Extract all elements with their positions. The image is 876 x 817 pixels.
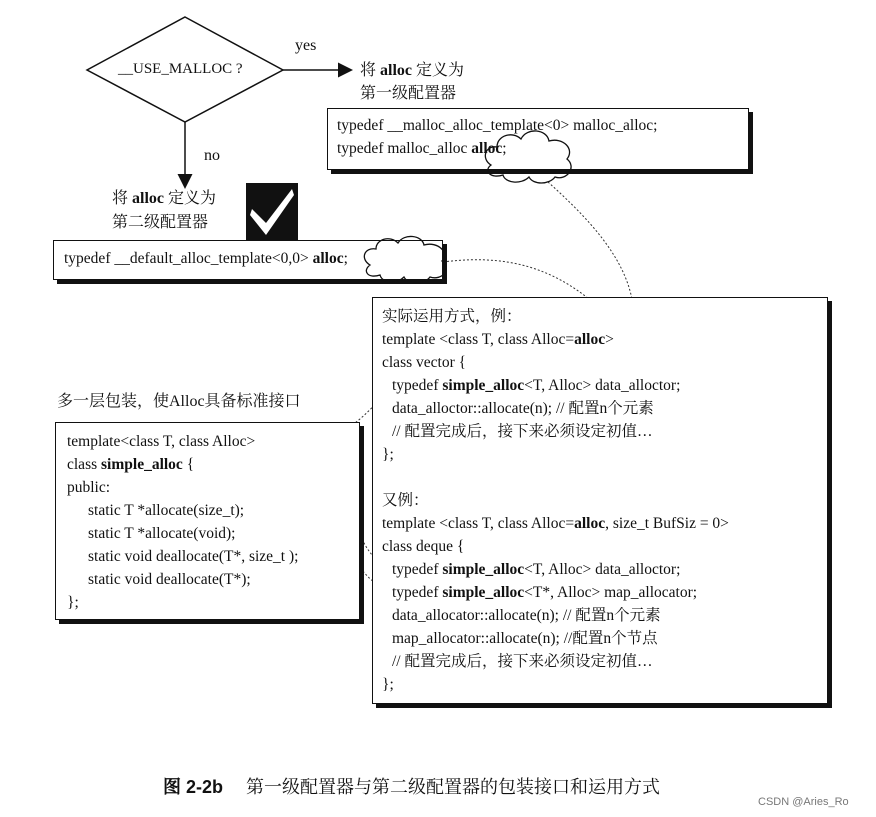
cloud-icon-second	[360, 231, 456, 287]
usage-code-box	[372, 297, 828, 704]
usage-ex1-line-3-post: <T, Alloc> data_alloctor;	[524, 377, 681, 394]
checkmark-icon	[246, 183, 298, 241]
usage-ex2-line-5: data_allocator::allocate(n); // 配置n个元素	[392, 607, 661, 624]
wrapper-code-box	[55, 422, 360, 620]
usage-ex2-line-2: class deque {	[382, 538, 465, 555]
usage-ex1-line-5: // 配置完成后，接下来必须设定初值…	[392, 423, 653, 440]
usage-heading: 实际运用方式，例：	[382, 308, 522, 325]
wrapper-line-1: template<class T, class Alloc>	[67, 433, 256, 450]
figure-number: 图 2-2b	[163, 777, 224, 797]
first-level-heading-line2: 第一级配置器	[360, 85, 457, 102]
wrapper-line-2-keyword: simple_alloc	[101, 456, 183, 473]
first-level-heading-post: 定义为	[412, 62, 465, 79]
usage-ex2-line-1-post: , size_t BufSiz = 0>	[605, 515, 729, 532]
second-level-heading-post: 定义为	[164, 190, 217, 207]
usage-ex2-line-4-post: <T*, Alloc> map_allocator;	[524, 584, 698, 601]
usage-ex2-heading: 又例：	[382, 492, 429, 509]
wrapper-line-4: static T *allocate(size_t);	[88, 502, 245, 519]
first-level-heading	[360, 61, 464, 80]
first-level-heading-keyword: alloc	[380, 62, 413, 79]
wrapper-line-2-post: {	[182, 456, 195, 473]
second-level-code-line	[64, 248, 348, 271]
usage-ex1-line-3-pre: typedef	[392, 377, 443, 394]
second-level-heading-pre: 将	[112, 190, 133, 207]
usage-ex2-line-4-pre: typedef	[392, 584, 443, 601]
figure-caption	[163, 773, 660, 799]
first-level-code-line2-keyword: alloc	[471, 140, 503, 157]
usage-ex2-line-4	[392, 582, 697, 605]
second-level-code-post: ;	[343, 250, 348, 267]
first-level-code-line2-post: ;	[502, 140, 507, 157]
wrapper-line-5: static T *allocate(void);	[88, 525, 236, 542]
usage-ex2-line-7: // 配置完成后，接下来必须设定初值…	[392, 653, 653, 670]
usage-ex2-line-1-keyword: alloc	[574, 515, 606, 532]
no-label: no	[204, 147, 220, 164]
usage-ex1-line-1-keyword: alloc	[574, 331, 606, 348]
usage-ex2-line-3-post: <T, Alloc> data_alloctor;	[524, 561, 681, 578]
cloud-icon	[481, 125, 581, 187]
second-level-code-pre: typedef __default_alloc_template<0,0>	[64, 250, 313, 267]
usage-ex1-line-1	[382, 329, 614, 352]
second-level-heading-keyword: alloc	[132, 190, 165, 207]
wrapper-line-2-pre: class	[67, 456, 102, 473]
wrapper-line-6: static void deallocate(T*, size_t );	[88, 548, 299, 565]
wrapper-line-3: public:	[67, 479, 111, 496]
usage-ex2-line-3-keyword: simple_alloc	[442, 561, 525, 578]
usage-ex1-line-3	[392, 375, 680, 398]
usage-ex2-line-4-keyword: simple_alloc	[442, 584, 525, 601]
usage-ex1-line-6: };	[382, 446, 394, 463]
wrapper-line-8: };	[67, 594, 79, 611]
wrapper-line-7: static void deallocate(T*);	[88, 571, 251, 588]
usage-ex1-line-4: data_alloctor::allocate(n); // 配置n个元素	[392, 400, 654, 417]
usage-ex1-line-3-keyword: simple_alloc	[442, 377, 525, 394]
decision-label: __USE_MALLOC ?	[118, 61, 243, 77]
wrapper-caption: 多一层包装，使Alloc具备标准接口	[57, 393, 301, 410]
figure-caption-text: 第一级配置器与第二级配置器的包装接口和运用方式	[246, 777, 661, 797]
usage-ex2-line-6: map_allocator::allocate(n); //配置n个节点	[392, 630, 658, 647]
watermark: CSDN @Aries_Ro	[758, 796, 849, 808]
usage-ex2-line-1-pre: template <class T, class Alloc=	[382, 515, 575, 532]
first-level-code-line2-pre: typedef malloc_alloc	[337, 140, 472, 157]
wrapper-line-2	[67, 454, 194, 477]
first-level-code-line1: typedef __malloc_alloc_template<0> malloc_alloc;	[337, 117, 658, 134]
second-level-heading-line2: 第二级配置器	[112, 214, 209, 231]
first-level-heading-pre: 将	[360, 62, 381, 79]
usage-ex1-line-1-pre: template <class T, class Alloc=	[382, 331, 575, 348]
usage-ex1-line-1-post: >	[605, 331, 614, 348]
usage-ex2-line-8: };	[382, 676, 394, 693]
second-level-code-keyword: alloc	[312, 250, 344, 267]
second-level-heading	[112, 189, 216, 208]
usage-ex1-line-2: class vector {	[382, 354, 467, 371]
yes-label: yes	[295, 37, 317, 54]
usage-ex2-line-3	[392, 559, 680, 582]
usage-ex2-line-1	[382, 513, 729, 536]
usage-ex2-line-3-pre: typedef	[392, 561, 443, 578]
